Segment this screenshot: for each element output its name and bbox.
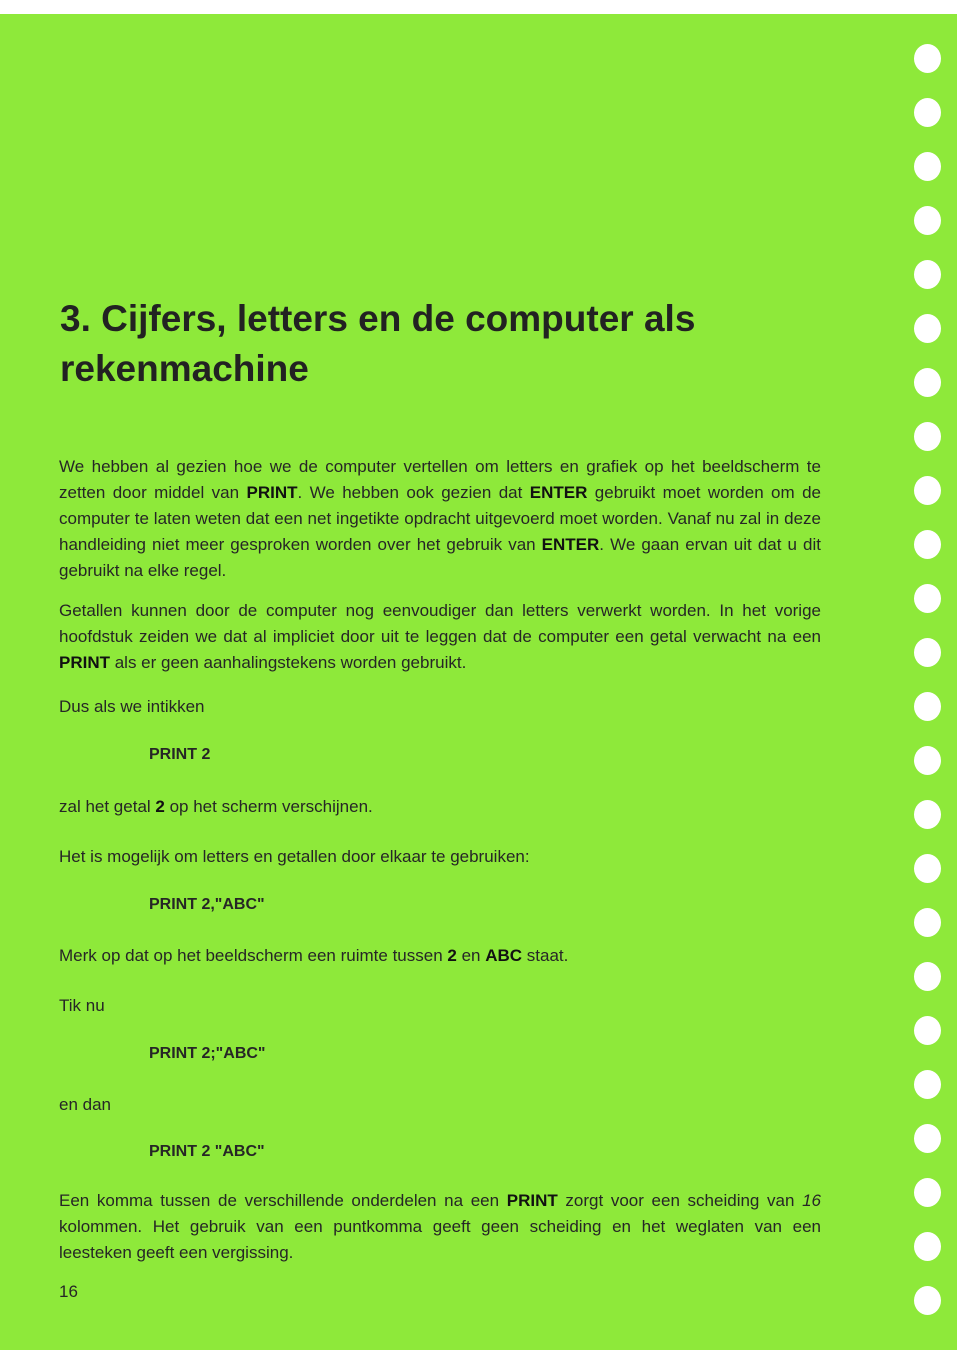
tik-line: Tik nu <box>59 996 105 1015</box>
keyword-print: PRINT <box>59 653 110 672</box>
binding-hole <box>914 962 941 991</box>
binding-hole <box>914 314 941 343</box>
binding-hole <box>914 368 941 397</box>
binding-hole <box>914 1070 941 1099</box>
page <box>0 14 957 1350</box>
text-span: We hebben al gezien hoe we de computer vertellen om letters en grafiek op het beeldscherm te zetten door middel van <box>59 457 821 502</box>
dus-line: Dus als we intikken <box>59 697 205 716</box>
keyword-number: 2 <box>447 946 457 965</box>
text-span: Een komma tussen de verschillende onderdelen na een <box>59 1191 507 1210</box>
text-span: . We hebben ook gezien dat <box>297 483 530 502</box>
binding-hole <box>914 1232 941 1261</box>
binding-hole <box>914 476 941 505</box>
binding-hole <box>914 1286 941 1315</box>
text-span: gebruikt moet worden om de computer te laten weten dat een net ingetikte opdracht uitgevoerd moet worden. Vanaf nu zal in deze handleiding niet meer gesproken worden over het gebruik van <box>59 483 821 554</box>
binding-hole <box>914 152 941 181</box>
paragraph-numbers <box>59 598 821 676</box>
binding-hole <box>914 692 941 721</box>
binding-hole <box>914 854 941 883</box>
binding-hole <box>914 98 941 127</box>
page-number: 16 <box>59 1282 78 1301</box>
binding-holes <box>914 44 944 1344</box>
code-example-4: PRINT 2 "ABC" <box>149 1143 265 1160</box>
text-span: Merk op dat op het beeldscherm een ruimte tussen <box>59 946 448 965</box>
binding-hole <box>914 908 941 937</box>
binding-hole <box>914 584 941 613</box>
binding-hole <box>914 1178 941 1207</box>
binding-hole <box>914 800 941 829</box>
binding-hole <box>914 746 941 775</box>
binding-hole <box>914 530 941 559</box>
paragraph-intro <box>59 454 821 584</box>
binding-hole <box>914 1124 941 1153</box>
column-count: 16 <box>802 1191 822 1210</box>
text-span: als er geen aanhalingstekens worden gebruikt. <box>110 653 467 672</box>
binding-hole <box>914 422 941 451</box>
text-span: en <box>456 946 486 965</box>
het-line: Het is mogelijk om letters en getallen door elkaar te gebruiken: <box>59 847 530 866</box>
binding-hole <box>914 44 941 73</box>
keyword-abc: ABC <box>485 946 523 965</box>
binding-hole <box>914 1016 941 1045</box>
keyword-number: 2 <box>155 797 165 816</box>
keyword-enter: ENTER <box>541 535 600 554</box>
text-span: op het scherm verschijnen. <box>164 797 373 816</box>
paragraph-comma <box>59 1188 821 1266</box>
code-example-3: PRINT 2;"ABC" <box>149 1045 266 1062</box>
text-span: . We gaan ervan uit dat u dit gebruikt na elke regel. <box>59 535 821 580</box>
merk-line <box>59 943 821 969</box>
text-span: kolommen. Het gebruik van een puntkomma geeft geen scheiding en het weglaten van een leesteken geeft een vergissing. <box>59 1217 821 1262</box>
chapter-title: 3. Cijfers, letters en de computer als rekenmachine <box>60 298 696 389</box>
binding-hole <box>914 260 941 289</box>
binding-hole <box>914 638 941 667</box>
text-span: Getallen kunnen door de computer nog eenvoudiger dan letters verwerkt worden. In het vorige hoofdstuk zeiden we dat al impliciet door uit te leggen dat de computer een getal verwacht na een <box>59 601 821 646</box>
keyword-enter: ENTER <box>529 483 588 502</box>
code-example-2: PRINT 2,"ABC" <box>149 896 265 913</box>
keyword-print: PRINT <box>246 483 298 502</box>
keyword-print: PRINT <box>506 1191 558 1210</box>
binding-hole <box>914 206 941 235</box>
code-example-1: PRINT 2 <box>149 746 211 763</box>
text-span: zorgt voor een scheiding van <box>557 1191 803 1210</box>
zal-line <box>59 794 821 820</box>
text-span: zal het getal <box>59 797 156 816</box>
text-span: staat. <box>522 946 569 965</box>
endan-line: en dan <box>59 1095 111 1114</box>
